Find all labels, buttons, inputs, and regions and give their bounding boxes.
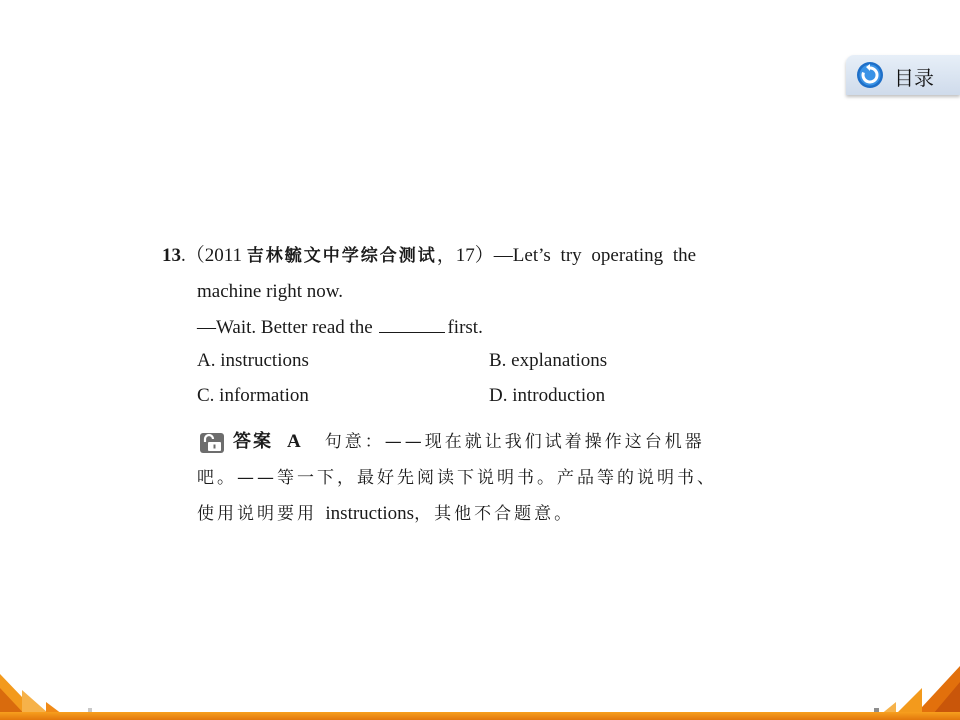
question-source-open: .（2011	[181, 245, 247, 266]
question-number: 13	[162, 245, 181, 266]
option-b: B. explanations	[489, 350, 608, 371]
answer-explanation-1: 句意：——现在就让我们试着操作这台机器	[324, 432, 705, 452]
answer-line-3	[197, 502, 574, 526]
toc-label: 目录	[894, 66, 934, 90]
question-line-2: machine right now.	[197, 281, 343, 302]
answer-explanation-3-post: ，其他不合题意。	[414, 504, 575, 524]
answer-label: 答案	[233, 431, 273, 452]
option-d: D. introduction	[489, 385, 606, 406]
option-c: C. information	[197, 385, 309, 406]
unlocked-padlock-icon	[199, 432, 225, 454]
corner-decoration-right	[860, 660, 960, 720]
question-line-3-after: first.	[447, 317, 483, 338]
answer-explanation-2: 吧。——等一下，最好先阅读下说明书。产品等的说明书、	[197, 468, 717, 488]
question-line-1	[162, 244, 696, 268]
question-stem-start: ，17）—Let’s try operating the	[436, 245, 697, 266]
answer-blank	[379, 314, 445, 333]
answer-line-1	[233, 430, 705, 454]
answer-explanation-3-pre: 使用说明要用	[197, 504, 326, 524]
answer-explanation-3-word: instructions	[325, 503, 415, 524]
question-source-name: 吉林毓文中学综合测试	[246, 246, 437, 266]
corner-decoration-left	[0, 660, 110, 720]
question-line-3-before: —Wait. Better read the	[197, 317, 378, 338]
question-line-3	[197, 314, 483, 340]
answer-line-2	[197, 466, 717, 490]
answer-key: A	[287, 431, 301, 452]
option-a: A. instructions	[197, 350, 309, 371]
bottom-bar	[0, 712, 960, 720]
